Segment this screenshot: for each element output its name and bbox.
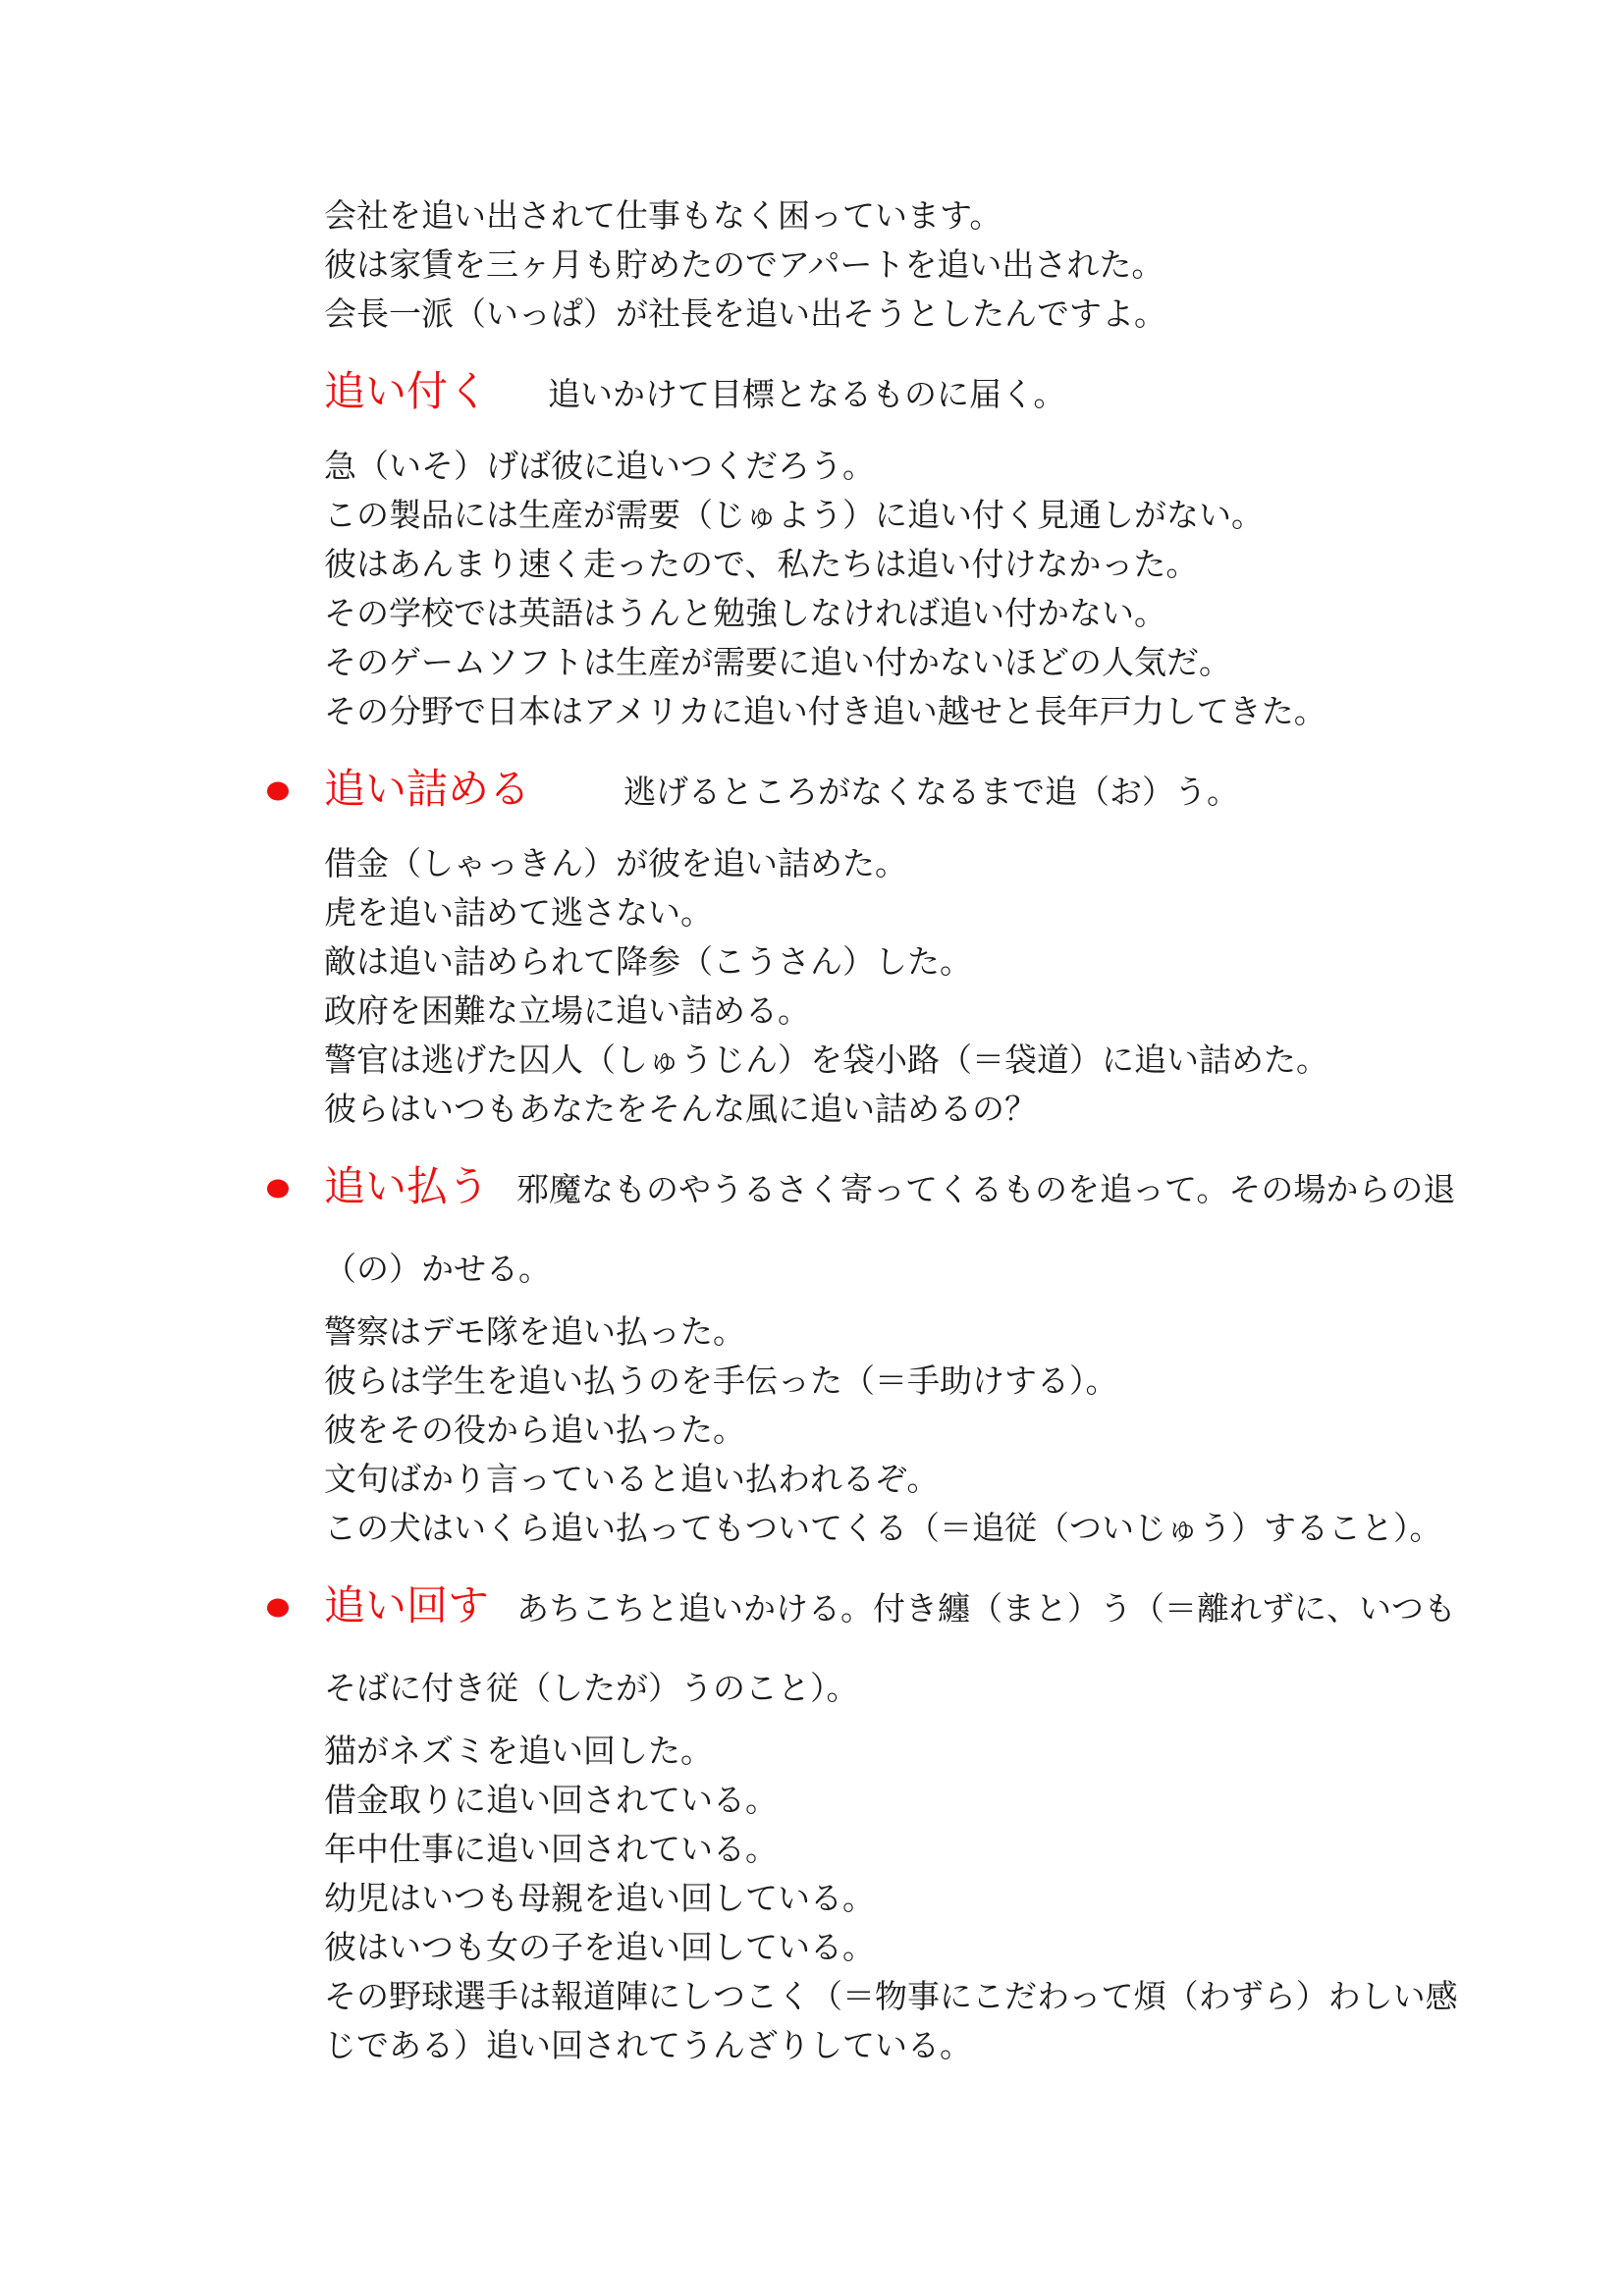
- verb-definition: 邪魔なものやうるさく寄ってくるものを追って。その場からの退: [516, 1170, 1456, 1208]
- example-sentence: 借金（しゃっきん）が彼を追い詰めた。: [324, 844, 907, 882]
- example-sentence: 会社を追い出されて仕事もなく困っています。: [324, 196, 1002, 235]
- example-sentence: 幼児はいつも母親を追い回している。: [324, 1879, 875, 1917]
- verb-heading-row: [324, 1159, 1624, 1217]
- example-sentence: 敵は追い詰められて降参（こうさん）した。: [324, 942, 972, 981]
- example-sentence: その野球選手は報道陣にしつこく（＝物事にこだわって煩（わずら）わしい感: [324, 1977, 1458, 2015]
- verb-definition-continuation: （の）かせる。: [324, 1250, 551, 1288]
- example-sentence: 年中仕事に追い回されている。: [324, 1830, 778, 1868]
- example-sentence: この製品には生産が需要（じゅよう）に追い付く見通しがない。: [324, 496, 1264, 534]
- example-sentence: 急（いそ）げば彼に追いつくだろう。: [324, 447, 875, 485]
- example-sentence: その学校では英語はうんと勉強しなければ追い付かない。: [324, 594, 1166, 632]
- example-sentence: その分野で日本はアメリカに追い付き追い越せと長年戸力してきた。: [324, 692, 1326, 730]
- bullet-icon: [267, 781, 289, 800]
- example-sentence: 文句ばかり言っていると追い払われるぞ。: [324, 1460, 940, 1498]
- example-sentence: 会長一派（いっぱ）が社長を追い出そうとしたんですよ。: [324, 294, 1166, 333]
- section-oidasu-examples: [324, 191, 1624, 339]
- verb-heading: 追い回す: [324, 1581, 490, 1629]
- example-sentence: 猫がネズミを追い回した。: [324, 1732, 713, 1770]
- verb-definition: 追いかけて目標となるものに届く。: [548, 375, 1066, 413]
- section-oiharau: [324, 1159, 1624, 1553]
- example-sentence: 彼はいつも女の子を追い回している。: [324, 1928, 875, 1966]
- example-sentence: 政府を困難な立場に追い詰める。: [324, 991, 810, 1030]
- example-sentence: 虎を追い詰めて逃さない。: [324, 893, 713, 932]
- example-sentence: 彼をその役から追い払った。: [324, 1411, 745, 1449]
- section-oitsumeru: [324, 762, 1624, 1134]
- example-sentence: 警官は逃げた囚人（しゅうじん）を袋小路（＝袋道）に追い詰めた。: [324, 1041, 1328, 1079]
- verb-heading: 追い払う: [324, 1162, 490, 1210]
- example-sentence: 彼らは学生を追い払うのを手伝った（＝手助けする）。: [324, 1362, 1118, 1400]
- example-sentence: 彼はあんまり速く走ったので、私たちは追い付けなかった。: [324, 545, 1199, 583]
- verb-definition: 逃げるところがなくなるまで追（お）う。: [623, 773, 1240, 811]
- section-oitsuku: [324, 364, 1624, 736]
- bullet-icon: [267, 1598, 289, 1617]
- example-sentence: そのゲームソフトは生産が需要に追い付かないほどの人気だ。: [324, 643, 1231, 681]
- verb-heading-row: [324, 762, 1624, 820]
- verb-heading-row: [324, 364, 1624, 422]
- example-sentence: 借金取りに追い回されている。: [324, 1781, 778, 1819]
- example-sentence: 彼は家賃を三ヶ月も貯めたのでアパートを追い出された。: [324, 245, 1164, 284]
- example-sentence: 警察はデモ隊を追い払った。: [324, 1312, 745, 1351]
- verb-definition-continuation: そばに付き従（したが）うのこと）。: [324, 1669, 859, 1707]
- bullet-icon: [267, 1179, 289, 1198]
- verb-heading: 追い付く: [324, 367, 490, 415]
- verb-definition: あちこちと追いかける。付き纏（まと）う（＝離れずに、いつも: [516, 1589, 1457, 1628]
- verb-heading: 追い詰める: [324, 765, 531, 813]
- example-sentence: 彼らはいつもあなたをそんな風に追い詰めるの？: [324, 1090, 1037, 1128]
- section-oimawasu: [324, 1578, 1624, 2070]
- example-sentence: じである）追い回されてうんざりしている。: [324, 2026, 972, 2064]
- example-sentence: この犬はいくら追い払ってもついてくる（＝追従（ついじゅう）すること）。: [324, 1509, 1442, 1547]
- verb-heading-row: [324, 1578, 1624, 1636]
